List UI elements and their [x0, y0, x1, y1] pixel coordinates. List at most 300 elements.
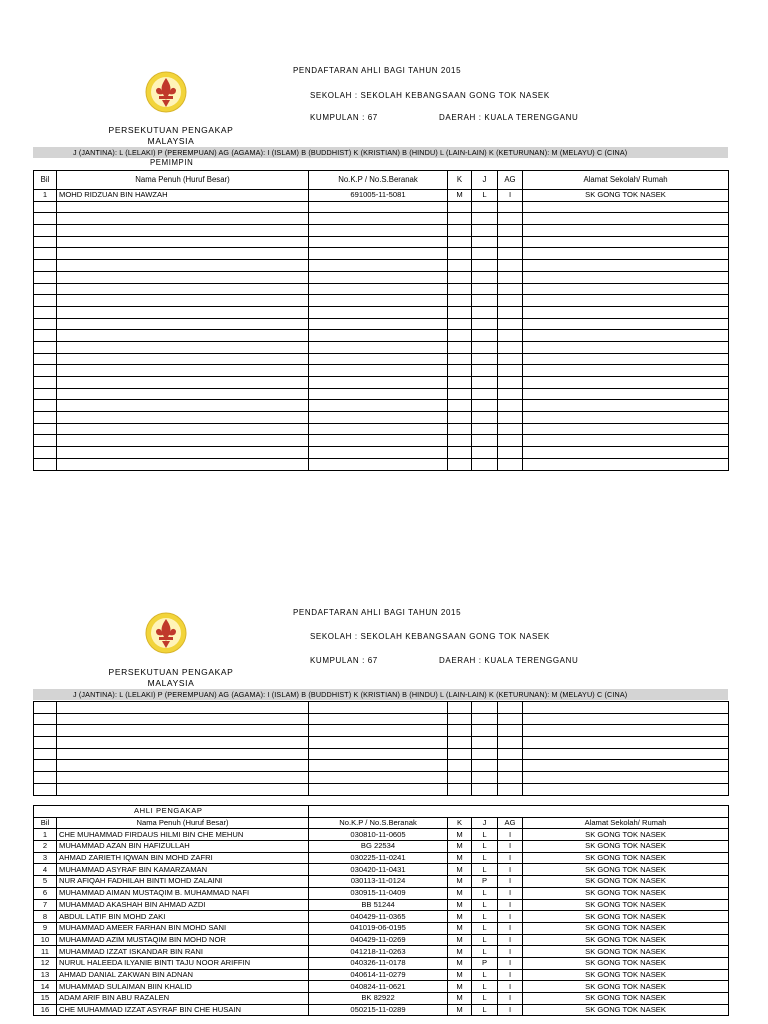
cell-ag: I: [498, 981, 523, 993]
cell-alamat: SK GONG TOK NASEK: [523, 911, 729, 923]
cell-alamat: [523, 748, 729, 760]
cell-k: [448, 353, 472, 365]
cell-alamat: [523, 295, 729, 307]
cell-bil: 16: [34, 1004, 57, 1016]
column-header-alamat: Alamat Sekolah/ Rumah: [523, 171, 729, 190]
cell-nama: MOHD RIDZUAN BIN HAWZAH: [57, 190, 309, 202]
table-row: [34, 190, 729, 202]
cell-j: L: [472, 934, 498, 946]
cell-bil: [34, 260, 57, 272]
table-row: [34, 864, 729, 876]
cell-bil: [34, 201, 57, 213]
cell-k: M: [448, 911, 472, 923]
column-header-kp: No.K.P / No.S.Beranak: [309, 817, 448, 829]
cell-k: M: [448, 969, 472, 981]
cell-nama: MUHAMMAD SULAIMAN BIIN KHALID: [57, 981, 309, 993]
cell-j: [472, 353, 498, 365]
empty-row: [34, 400, 729, 412]
cell-j: [472, 318, 498, 330]
ahli-table: [33, 805, 729, 1016]
table-header-row: [34, 171, 729, 190]
blank-table: [33, 701, 729, 796]
cell-nama: AHMAD ZARIETH IQWAN BIN MOHD ZAFRI: [57, 852, 309, 864]
empty-row: [34, 412, 729, 424]
table-row: [34, 899, 729, 911]
cell-kp: [309, 377, 448, 389]
cell-k: [448, 248, 472, 260]
cell-ag: [498, 760, 523, 772]
cell-nama: [57, 702, 309, 714]
cell-k: M: [448, 1004, 472, 1016]
cell-bil: [34, 213, 57, 225]
cell-nama: [57, 271, 309, 283]
cell-kp: [309, 271, 448, 283]
cell-bil: [34, 713, 57, 725]
cell-k: [448, 306, 472, 318]
legend-bar: J (JANTINA): L (LELAKI) P (PEREMPUAN) AG (AGAMA): I (ISLAM) B (BUDDHIST) K (KRISTIAN) B (HINDU) L (LAIN-LAIN) K (KETURUNAN): M (MELAYU) C (CINA): [33, 147, 728, 158]
cell-alamat: SK GONG TOK NASEK: [523, 190, 729, 202]
cell-k: [448, 748, 472, 760]
cell-nama: CHE MUHAMMAD IZZAT ASYRAF BIN CHE HUSAIN: [57, 1004, 309, 1016]
cell-bil: [34, 388, 57, 400]
cell-alamat: [523, 760, 729, 772]
column-header-nama: Nama Penuh (Huruf Besar): [57, 817, 309, 829]
cell-k: [448, 213, 472, 225]
cell-j: L: [472, 190, 498, 202]
cell-kp: BB 51244: [309, 899, 448, 911]
cell-alamat: [523, 341, 729, 353]
cell-kp: [309, 225, 448, 237]
cell-alamat: [523, 702, 729, 714]
cell-j: L: [472, 993, 498, 1005]
cell-alamat: [523, 388, 729, 400]
cell-alamat: [523, 213, 729, 225]
cell-alamat: [523, 458, 729, 470]
organization-name: PERSEKUTUAN PENGAKAP MALAYSIA: [108, 125, 234, 146]
cell-nama: ABDUL LATIF BIN MOHD ZAKI: [57, 911, 309, 923]
cell-j: [472, 737, 498, 749]
cell-ag: I: [498, 922, 523, 934]
cell-nama: MUHAMMAD AKASHAH BIN AHMAD AZDI: [57, 899, 309, 911]
cell-kp: 040824-11-0621: [309, 981, 448, 993]
cell-kp: 041019-06-0195: [309, 922, 448, 934]
cell-alamat: SK GONG TOK NASEK: [523, 887, 729, 899]
cell-j: P: [472, 876, 498, 888]
cell-kp: [309, 702, 448, 714]
cell-ag: [498, 737, 523, 749]
cell-j: L: [472, 946, 498, 958]
cell-j: [472, 435, 498, 447]
cell-alamat: [523, 737, 729, 749]
column-header-k: K: [448, 817, 472, 829]
cell-k: M: [448, 993, 472, 1005]
cell-k: [448, 772, 472, 784]
cell-bil: 12: [34, 957, 57, 969]
cell-kp: [309, 748, 448, 760]
cell-bil: [34, 423, 57, 435]
cell-k: M: [448, 829, 472, 841]
cell-ag: I: [498, 969, 523, 981]
cell-kp: 030113-11-0124: [309, 876, 448, 888]
table-row: [34, 876, 729, 888]
cell-ag: [498, 702, 523, 714]
cell-bil: [34, 760, 57, 772]
table-row: [34, 887, 729, 899]
empty-row: [34, 737, 729, 749]
cell-kp: BG 22534: [309, 841, 448, 853]
cell-nama: [57, 260, 309, 272]
cell-j: L: [472, 841, 498, 853]
cell-kp: 691005-11-5081: [309, 190, 448, 202]
cell-j: [472, 725, 498, 737]
cell-bil: 2: [34, 841, 57, 853]
cell-ag: [498, 772, 523, 784]
cell-k: [448, 458, 472, 470]
cell-bil: [34, 365, 57, 377]
cell-ag: [498, 201, 523, 213]
scout-logo-icon: [144, 611, 188, 655]
cell-j: L: [472, 852, 498, 864]
cell-ag: [498, 306, 523, 318]
cell-kp: 030915-11-0409: [309, 887, 448, 899]
ahli-title-row: [34, 806, 729, 818]
cell-ag: [498, 213, 523, 225]
cell-bil: [34, 236, 57, 248]
cell-k: [448, 412, 472, 424]
cell-j: L: [472, 887, 498, 899]
cell-bil: 11: [34, 946, 57, 958]
table-row: [34, 934, 729, 946]
cell-kp: 040326-11-0178: [309, 957, 448, 969]
legend-bar: J (JANTINA): L (LELAKI) P (PEREMPUAN) AG (AGAMA): I (ISLAM) B (BUDDHIST) K (KRISTIAN) B (HINDU) L (LAIN-LAIN) K (KETURUNAN): M (MELAYU) C (CINA): [33, 689, 728, 700]
cell-alamat: [523, 435, 729, 447]
school-name: SEKOLAH : SEKOLAH KEBANGSAAN GONG TOK NASEK: [310, 91, 550, 100]
column-header-bil: Bil: [34, 171, 57, 190]
cell-k: [448, 435, 472, 447]
cell-alamat: SK GONG TOK NASEK: [523, 841, 729, 853]
cell-nama: [57, 283, 309, 295]
cell-j: [472, 760, 498, 772]
cell-j: L: [472, 899, 498, 911]
cell-kp: [309, 306, 448, 318]
empty-row: [34, 423, 729, 435]
cell-k: [448, 783, 472, 795]
cell-nama: [57, 772, 309, 784]
cell-alamat: [523, 201, 729, 213]
cell-bil: [34, 377, 57, 389]
cell-nama: [57, 458, 309, 470]
cell-j: [472, 365, 498, 377]
column-header-k: K: [448, 171, 472, 190]
cell-ag: [498, 400, 523, 412]
cell-ag: I: [498, 957, 523, 969]
cell-j: L: [472, 922, 498, 934]
empty-row: [34, 388, 729, 400]
cell-ag: I: [498, 946, 523, 958]
cell-bil: 3: [34, 852, 57, 864]
cell-alamat: [523, 330, 729, 342]
cell-bil: 15: [34, 993, 57, 1005]
cell-nama: [57, 225, 309, 237]
cell-ag: I: [498, 864, 523, 876]
cell-nama: [57, 236, 309, 248]
cell-nama: [57, 248, 309, 260]
cell-kp: [309, 318, 448, 330]
cell-kp: 030420-11-0431: [309, 864, 448, 876]
cell-j: [472, 772, 498, 784]
cell-k: M: [448, 899, 472, 911]
cell-kp: 030225-11-0241: [309, 852, 448, 864]
school-name: SEKOLAH : SEKOLAH KEBANGSAAN GONG TOK NASEK: [310, 632, 550, 641]
cell-bil: [34, 725, 57, 737]
table-row: [34, 981, 729, 993]
cell-ag: I: [498, 899, 523, 911]
cell-bil: [34, 330, 57, 342]
empty-row: [34, 713, 729, 725]
cell-kp: [309, 260, 448, 272]
cell-nama: [57, 377, 309, 389]
cell-ag: [498, 330, 523, 342]
cell-kp: [309, 412, 448, 424]
cell-ag: I: [498, 911, 523, 923]
cell-ag: I: [498, 993, 523, 1005]
cell-j: L: [472, 981, 498, 993]
cell-bil: 14: [34, 981, 57, 993]
cell-nama: MUHAMMAD AZAN BIN HAFIZULLAH: [57, 841, 309, 853]
cell-nama: [57, 748, 309, 760]
cell-k: M: [448, 864, 472, 876]
empty-row: [34, 458, 729, 470]
cell-bil: [34, 283, 57, 295]
cell-kp: [309, 213, 448, 225]
cell-kp: [309, 295, 448, 307]
cell-j: [472, 447, 498, 459]
daerah-label: DAERAH : KUALA TERENGGANU: [439, 656, 579, 665]
cell-nama: [57, 713, 309, 725]
table-row: [34, 969, 729, 981]
cell-ag: [498, 318, 523, 330]
cell-k: [448, 713, 472, 725]
cell-nama: AHMAD DANIAL ZAKWAN BIN ADNAN: [57, 969, 309, 981]
cell-kp: [309, 772, 448, 784]
cell-nama: [57, 435, 309, 447]
cell-k: [448, 283, 472, 295]
cell-bil: 5: [34, 876, 57, 888]
empty-row: [34, 783, 729, 795]
cell-kp: 030810-11-0605: [309, 829, 448, 841]
empty-row: [34, 260, 729, 272]
cell-ag: [498, 225, 523, 237]
cell-bil: 7: [34, 899, 57, 911]
form-title: PENDAFTARAN AHLI BAGI TAHUN 2015: [293, 66, 462, 75]
cell-kp: [309, 283, 448, 295]
empty-row: [34, 748, 729, 760]
cell-kp: [309, 248, 448, 260]
cell-nama: CHE MUHAMMAD FIRDAUS HILMI BIN CHE MEHUN: [57, 829, 309, 841]
cell-alamat: [523, 236, 729, 248]
empty-row: [34, 435, 729, 447]
cell-nama: [57, 213, 309, 225]
cell-j: [472, 702, 498, 714]
empty-row: [34, 248, 729, 260]
cell-kp: [309, 365, 448, 377]
cell-alamat: SK GONG TOK NASEK: [523, 993, 729, 1005]
empty-row: [34, 365, 729, 377]
cell-ag: [498, 388, 523, 400]
cell-k: [448, 201, 472, 213]
cell-alamat: SK GONG TOK NASEK: [523, 876, 729, 888]
cell-alamat: [523, 713, 729, 725]
scout-logo-icon: [144, 70, 188, 114]
empty-row: [34, 306, 729, 318]
cell-bil: [34, 225, 57, 237]
cell-kp: [309, 725, 448, 737]
cell-j: L: [472, 864, 498, 876]
cell-alamat: [523, 271, 729, 283]
cell-ag: [498, 248, 523, 260]
cell-j: [472, 388, 498, 400]
cell-alamat: [523, 447, 729, 459]
cell-bil: [34, 737, 57, 749]
cell-kp: [309, 400, 448, 412]
cell-bil: [34, 435, 57, 447]
empty-row: [34, 377, 729, 389]
cell-kp: [309, 353, 448, 365]
cell-j: [472, 213, 498, 225]
cell-j: L: [472, 969, 498, 981]
table-row: [34, 841, 729, 853]
cell-alamat: [523, 353, 729, 365]
cell-bil: [34, 306, 57, 318]
cell-nama: [57, 306, 309, 318]
pemimpin-table: [33, 170, 729, 471]
cell-k: [448, 318, 472, 330]
table-row: [34, 922, 729, 934]
kumpulan-label: KUMPULAN : 67: [310, 113, 378, 122]
column-header-ag: AG: [498, 817, 523, 829]
table-row: [34, 911, 729, 923]
cell-bil: [34, 400, 57, 412]
cell-k: [448, 725, 472, 737]
cell-kp: [309, 236, 448, 248]
cell-j: [472, 225, 498, 237]
cell-k: [448, 260, 472, 272]
cell-nama: MUHAMMAD AMEER FARHAN BIN MOHD SANI: [57, 922, 309, 934]
cell-j: L: [472, 911, 498, 923]
cell-kp: [309, 423, 448, 435]
cell-k: M: [448, 887, 472, 899]
cell-bil: 1: [34, 829, 57, 841]
cell-bil: [34, 271, 57, 283]
cell-alamat: [523, 365, 729, 377]
cell-kp: [309, 760, 448, 772]
cell-kp: 041218-11-0263: [309, 946, 448, 958]
cell-bil: 6: [34, 887, 57, 899]
cell-ag: [498, 458, 523, 470]
cell-nama: [57, 330, 309, 342]
empty-row: [34, 447, 729, 459]
empty-row: [34, 236, 729, 248]
column-header-j: J: [472, 817, 498, 829]
empty-row: [34, 330, 729, 342]
cell-ag: [498, 365, 523, 377]
empty-row: [34, 213, 729, 225]
cell-k: [448, 377, 472, 389]
cell-ag: I: [498, 841, 523, 853]
empty-row: [34, 283, 729, 295]
cell-kp: 040429-11-0269: [309, 934, 448, 946]
cell-bil: [34, 458, 57, 470]
cell-bil: 13: [34, 969, 57, 981]
cell-nama: [57, 447, 309, 459]
cell-kp: [309, 435, 448, 447]
cell-k: M: [448, 876, 472, 888]
cell-nama: ADAM ARIF BIN ABU RAZALEN: [57, 993, 309, 1005]
cell-nama: NUR AFIQAH FADHILAH BINTI MOHD ZALAINI: [57, 876, 309, 888]
cell-k: [448, 295, 472, 307]
cell-alamat: SK GONG TOK NASEK: [523, 1004, 729, 1016]
cell-j: [472, 295, 498, 307]
table-row: [34, 852, 729, 864]
cell-bil: [34, 353, 57, 365]
cell-kp: [309, 447, 448, 459]
cell-alamat: [523, 377, 729, 389]
cell-ag: [498, 748, 523, 760]
cell-k: M: [448, 852, 472, 864]
form-title: PENDAFTARAN AHLI BAGI TAHUN 2015: [293, 608, 462, 617]
cell-nama: MUHAMMAD AZIM MUSTAQIM BIN MOHD NOR: [57, 934, 309, 946]
organization-name: PERSEKUTUAN PENGAKAP MALAYSIA: [108, 667, 234, 688]
cell-nama: MUHAMMAD AIMAN MUSTAQIM B. MUHAMMAD NAFI: [57, 887, 309, 899]
cell-ag: [498, 236, 523, 248]
table-row: [34, 957, 729, 969]
cell-kp: [309, 713, 448, 725]
cell-ag: [498, 377, 523, 389]
cell-ag: [498, 412, 523, 424]
cell-bil: [34, 248, 57, 260]
cell-k: M: [448, 190, 472, 202]
empty-row: [34, 760, 729, 772]
kumpulan-label: KUMPULAN : 67: [310, 656, 378, 665]
cell-nama: [57, 725, 309, 737]
empty-row: [34, 353, 729, 365]
cell-j: [472, 423, 498, 435]
cell-j: [472, 377, 498, 389]
column-header-nama: Nama Penuh (Huruf Besar): [57, 171, 309, 190]
cell-k: [448, 737, 472, 749]
cell-kp: BK 82922: [309, 993, 448, 1005]
cell-bil: [34, 447, 57, 459]
cell-bil: [34, 702, 57, 714]
cell-bil: [34, 748, 57, 760]
cell-alamat: SK GONG TOK NASEK: [523, 852, 729, 864]
cell-j: [472, 400, 498, 412]
cell-k: [448, 388, 472, 400]
cell-nama: [57, 318, 309, 330]
cell-alamat: SK GONG TOK NASEK: [523, 864, 729, 876]
cell-j: [472, 271, 498, 283]
cell-alamat: [523, 225, 729, 237]
cell-bil: [34, 341, 57, 353]
cell-ag: [498, 341, 523, 353]
cell-alamat: SK GONG TOK NASEK: [523, 957, 729, 969]
cell-k: M: [448, 922, 472, 934]
empty-row: [34, 772, 729, 784]
cell-kp: 050215-11-0289: [309, 1004, 448, 1016]
column-header-kp: No.K.P / No.S.Beranak: [309, 171, 448, 190]
cell-nama: [57, 353, 309, 365]
cell-alamat: SK GONG TOK NASEK: [523, 922, 729, 934]
